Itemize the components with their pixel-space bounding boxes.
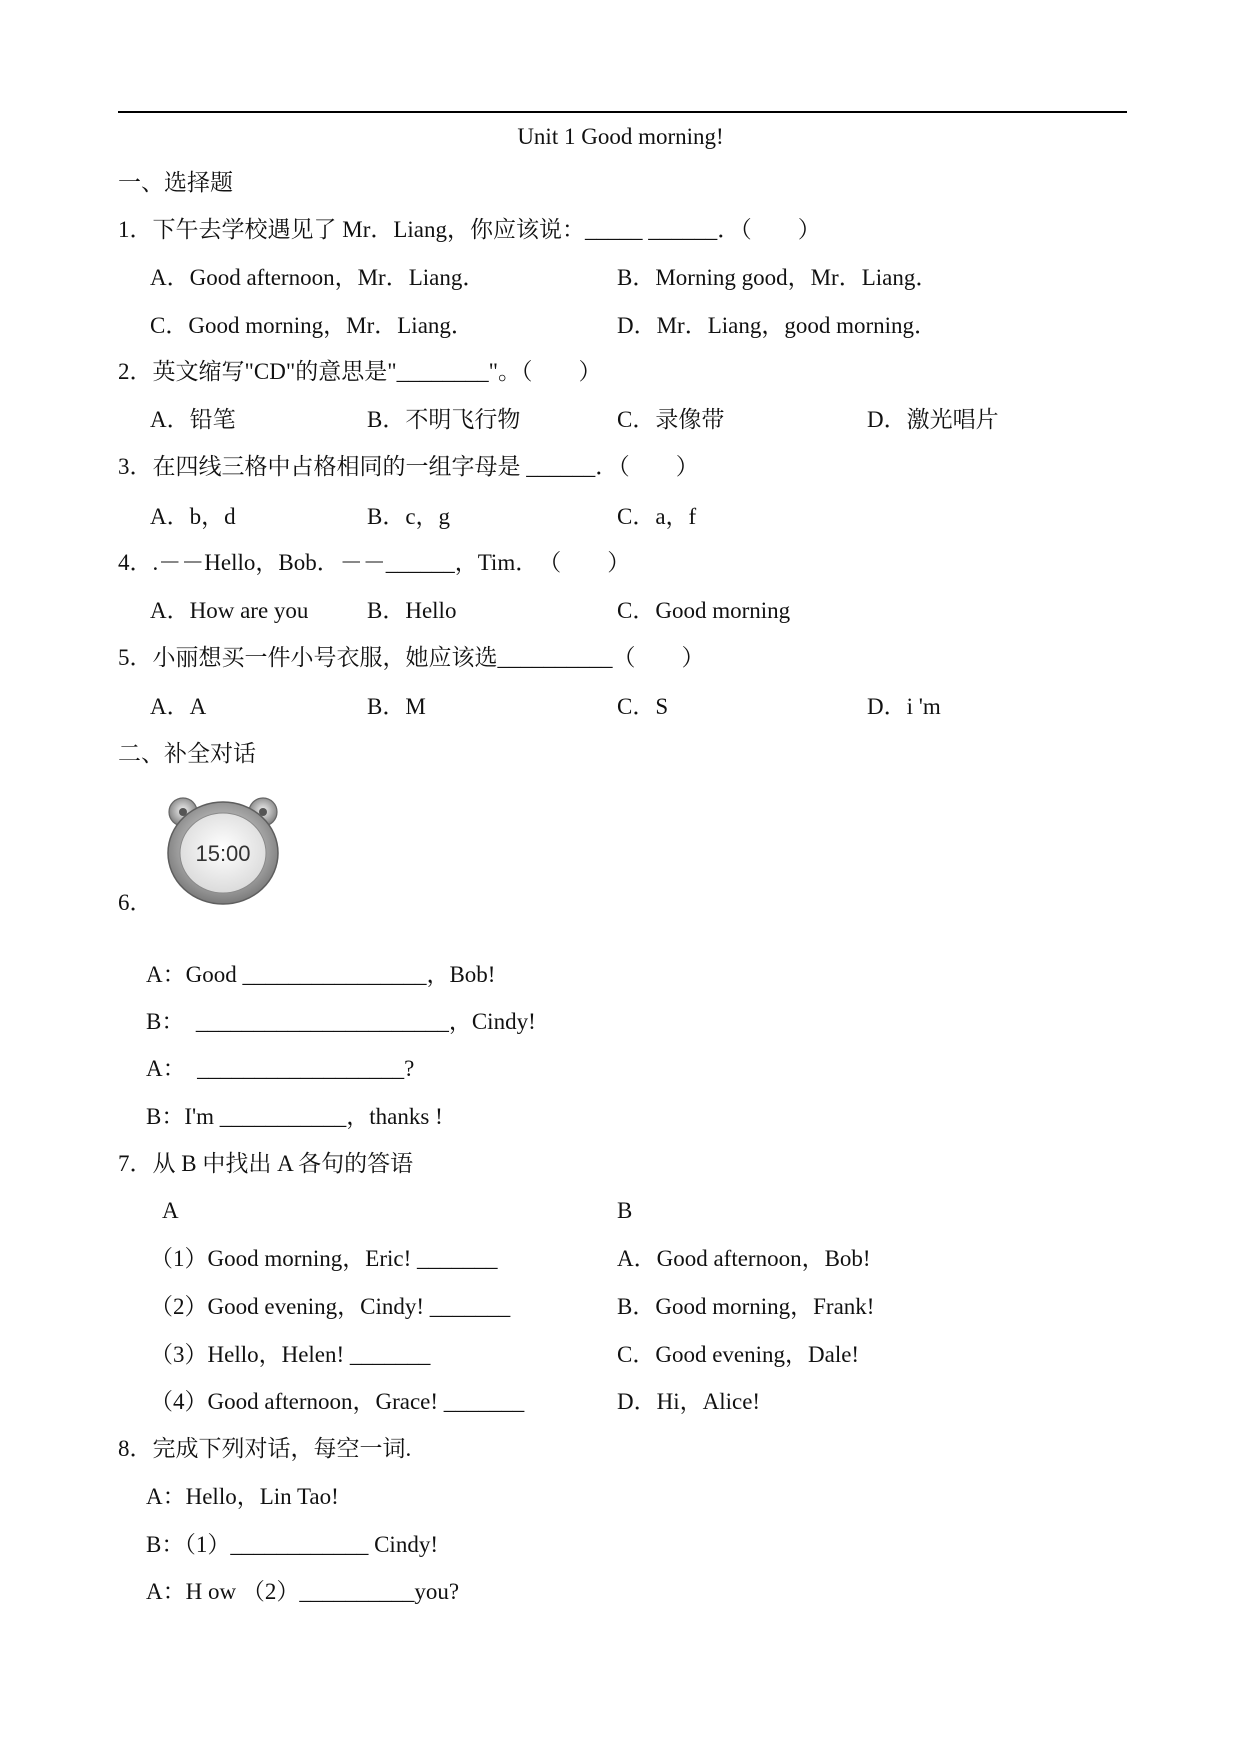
q4-option-a: A．How are you [150, 598, 309, 623]
q7-a-item-2: （2）Good evening，Cindy! _______ [150, 1294, 511, 1319]
q5-option-c: C．S [617, 694, 669, 719]
top-rule [118, 111, 1127, 113]
q7-a-item-1: （1）Good morning，Eric! _______ [150, 1246, 498, 1271]
q2-option-a: A．铅笔 [150, 407, 236, 432]
q6-dialogue-line-4: B：I'm ___________，thanks ! [146, 1104, 443, 1129]
question-3: 3．在四线三格中占格相同的一组字母是 ______．（ ） [118, 454, 699, 479]
q7-b-item-c: C．Good evening，Dale! [617, 1342, 860, 1367]
q6-dialogue-line-2: B： ______________________，Cindy! [146, 1009, 536, 1034]
q2-option-c: C．录像带 [617, 407, 725, 432]
q1-option-d: D．Mr．Liang，good morning． [617, 313, 938, 338]
q1-option-a: A．Good afternoon，Mr．Liang． [150, 265, 486, 290]
q7-a-item-4: （4）Good afternoon，Grace! _______ [150, 1389, 525, 1414]
q7-column-b-label: B [617, 1198, 633, 1223]
question-6-number: 6． [118, 890, 153, 915]
question-8: 8．完成下列对话，每空一词. [118, 1436, 412, 1461]
q1-option-b: B．Morning good，Mr．Liang． [617, 265, 939, 290]
question-2: 2．英文缩写"CD"的意思是"________"。（ ） [118, 359, 602, 384]
question-7: 7．从 B 中找出 A 各句的答语 [118, 1151, 414, 1176]
q7-b-item-b: B．Good morning，Frank! [617, 1294, 875, 1319]
q2-option-b: B．不明飞行物 [367, 407, 521, 432]
question-4: 4．.－－Hello，Bob．－－______，Tim． （ ） [118, 550, 631, 575]
clock-time-text: 15:00 [195, 841, 251, 866]
q3-option-b: B．c，g [367, 504, 451, 529]
q6-dialogue-line-1: A：Good ________________，Bob! [146, 962, 496, 987]
q1-option-c: C．Good morning，Mr．Liang． [150, 313, 474, 338]
q7-a-item-3: （3）Hello，Helen! _______ [150, 1342, 431, 1367]
q8-dialogue-line-3: A：H ow （2）__________you? [146, 1579, 460, 1604]
question-1: 1．下午去学校遇见了 Mr．Liang，你应该说：_____ ______．（ ） [118, 217, 821, 242]
q5-option-d: D．i 'm [867, 694, 941, 719]
section-heading-choice: 一、选择题 [118, 170, 233, 195]
q5-option-b: B．M [367, 694, 426, 719]
q3-option-c: C．a，f [617, 504, 697, 529]
q8-dialogue-line-1: A：Hello，Lin Tao! [146, 1484, 339, 1509]
q7-b-item-d: D．Hi，Alice! [617, 1389, 761, 1414]
q4-option-b: B．Hello [367, 598, 457, 623]
q8-dialogue-line-2: B：（1）____________ Cindy! [146, 1532, 438, 1557]
page-title: Unit 1 Good morning! [517, 124, 724, 149]
q6-dialogue-line-3: A： __________________? [146, 1056, 415, 1081]
section-heading-dialogue: 二、补全对话 [118, 741, 256, 766]
clock-icon [163, 793, 283, 905]
question-5: 5．小丽想买一件小号衣服，她应该选__________（ ） [118, 645, 705, 670]
q3-option-a: A．b，d [150, 504, 236, 529]
q2-option-d: D．激光唱片 [867, 407, 999, 432]
q7-b-item-a: A．Good afternoon，Bob! [617, 1246, 871, 1271]
q5-option-a: A．A [150, 694, 207, 719]
q7-column-a-label: A [162, 1198, 179, 1223]
q4-option-c: C．Good morning [617, 598, 791, 623]
